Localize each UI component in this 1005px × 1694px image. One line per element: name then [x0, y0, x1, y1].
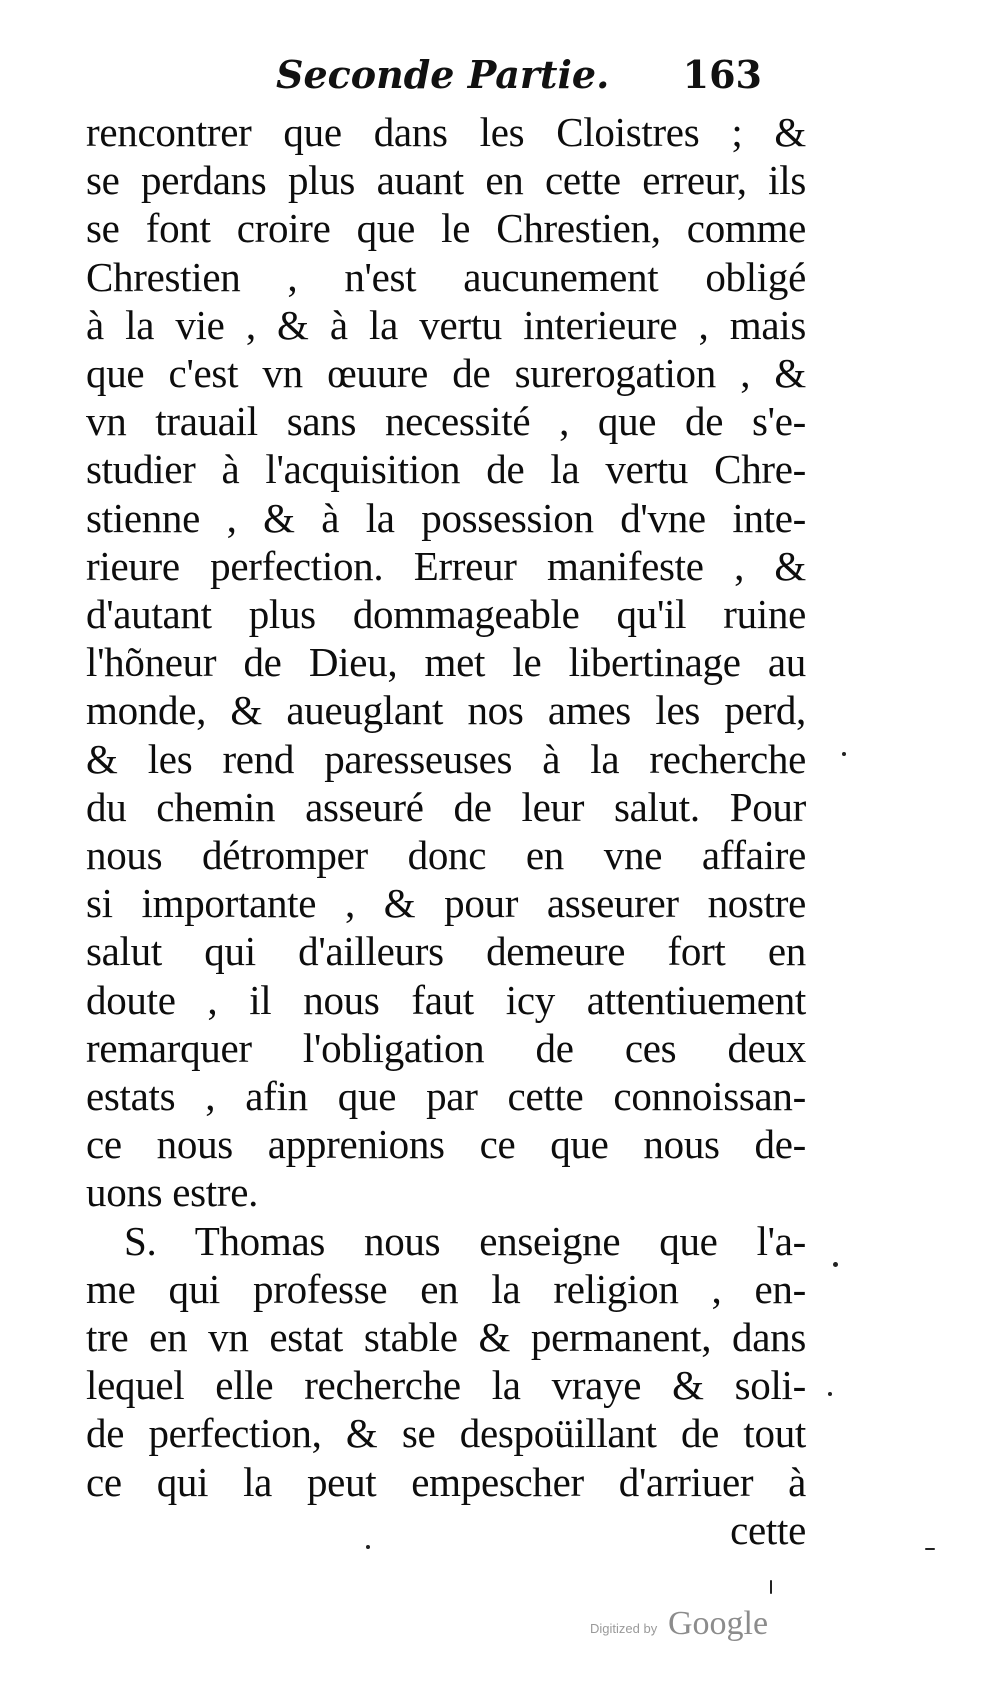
google-logo: Google [668, 1605, 769, 1642]
text-line: à la vie , & à la vertu interieure , mais [86, 301, 806, 348]
text-line: rencontrer que dans les Cloistres ; & [86, 109, 806, 155]
text-line: si importante , & pour asseurer nostre [86, 880, 806, 927]
scan-speck [828, 1392, 832, 1396]
text-line: remarquer l'obligation de ces deux [86, 1024, 806, 1071]
text-line: stienne , & à la possession d'vne inte- [86, 494, 806, 541]
text-line: vn trauail sans necessité , que de s'e- [86, 398, 806, 445]
body-text [86, 108, 806, 1554]
digitized-by-label: Digitized by [590, 1621, 658, 1636]
text-line: de perfection, & se despoüillant de tout [86, 1410, 806, 1457]
text-line: lequel elle recherche la vraye & soli- [86, 1362, 806, 1409]
text-line: Chrestien , n'est aucunement obligé [86, 253, 806, 300]
text-line: que c'est vn œuure de surerogation , & [86, 350, 806, 397]
text-line: du chemin asseuré de leur salut. Pour [86, 783, 806, 830]
text-line: salut qui d'ailleurs demeure fort en [86, 928, 806, 975]
text-line: ce qui la peut empescher d'arriuer à [86, 1458, 806, 1505]
text-line: uons estre. [86, 1169, 259, 1216]
scan-speck [833, 1262, 838, 1267]
catchword: cette [730, 1506, 806, 1553]
text-line: se perdans plus auant en cette erreur, ils [86, 157, 806, 204]
text-line: rieure perfection. Erreur manifeste , & [86, 542, 806, 589]
text-line: nous détromper donc en vne affaire [86, 832, 806, 879]
text-line: ce nous apprenions ce que nous de- [86, 1121, 806, 1168]
page-number: 163 [682, 52, 762, 97]
scan-speck [842, 752, 846, 756]
text-line: monde, & aueuglant nos ames les perd, [86, 687, 806, 734]
text-line: tre en vn estat stable & permanent, dans [86, 1314, 806, 1361]
text-line: l'hõneur de Dieu, met le libertinage au [86, 639, 806, 686]
page-header [270, 52, 790, 102]
text-line: d'autant plus dommageable qu'il ruine [86, 591, 806, 638]
text-line: S. Thomas nous enseigne que l'a- [124, 1217, 806, 1264]
scan-speck [925, 1548, 935, 1550]
text-line: studier à l'acquisition de la vertu Chre- [86, 446, 806, 493]
text-line: me qui professe en la religion , en- [86, 1265, 806, 1312]
scan-speck [366, 1545, 370, 1549]
scan-speck [770, 1580, 772, 1594]
running-title: Seconde Partie. [276, 52, 610, 97]
text-line: estats , afin que par cette connoissan- [86, 1073, 806, 1120]
text-line: doute , il nous faut icy attentiuement [86, 976, 806, 1023]
digitization-watermark [590, 1605, 810, 1645]
text-line: se font croire que le Chrestien, comme [86, 205, 806, 252]
text-line: & les rend paresseuses à la recherche [86, 735, 806, 782]
